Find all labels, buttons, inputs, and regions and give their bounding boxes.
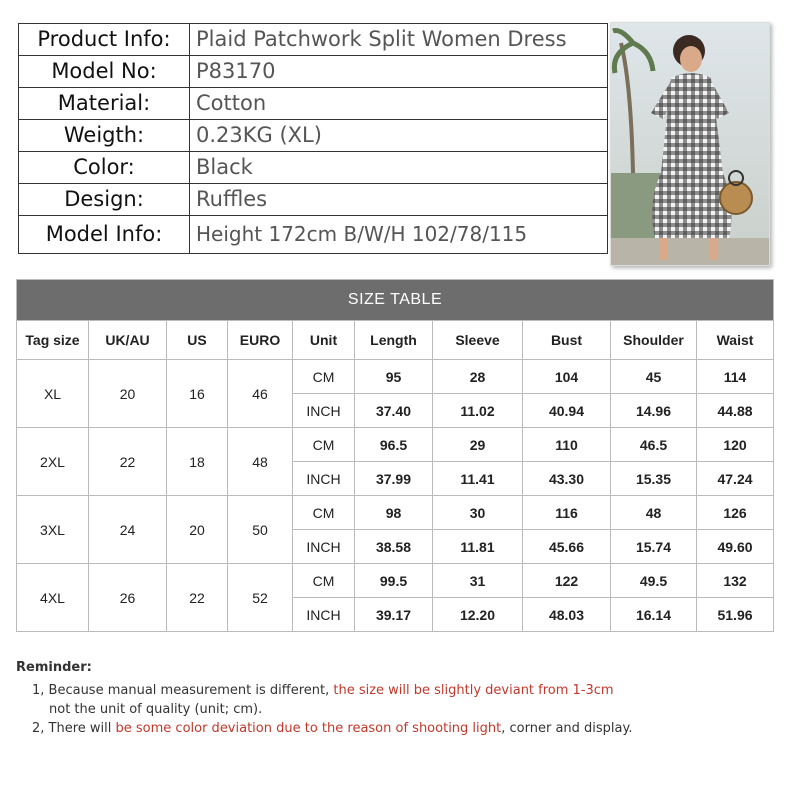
waist-cell: 51.96 <box>697 598 774 632</box>
reminder-text: , corner and display. <box>501 721 633 736</box>
info-value: Plaid Patchwork Split Women Dress <box>190 24 608 56</box>
info-value: P83170 <box>190 56 608 88</box>
reminder-line-2 <box>16 719 632 738</box>
table-row <box>17 360 774 394</box>
info-key: Model Info: <box>19 216 190 254</box>
uk-cell: 24 <box>89 496 167 564</box>
bust-cell: 110 <box>523 428 611 462</box>
reminder <box>16 660 632 738</box>
tag-size-cell: XL <box>17 360 89 428</box>
euro-cell: 50 <box>228 496 293 564</box>
header-cell: US <box>167 321 228 360</box>
uk-cell: 20 <box>89 360 167 428</box>
table-row <box>17 564 774 598</box>
bust-cell: 45.66 <box>523 530 611 564</box>
info-value: Cotton <box>190 88 608 120</box>
unit-cell: CM <box>293 360 355 394</box>
length-cell: 99.5 <box>355 564 433 598</box>
sleeve-cell: 30 <box>433 496 523 530</box>
length-cell: 38.58 <box>355 530 433 564</box>
shoulder-cell: 15.74 <box>611 530 697 564</box>
header-cell: Unit <box>293 321 355 360</box>
model-photo-icon <box>611 23 769 265</box>
bust-cell: 40.94 <box>523 394 611 428</box>
shoulder-cell: 49.5 <box>611 564 697 598</box>
table-row <box>17 428 774 462</box>
info-key: Model No: <box>19 56 190 88</box>
sleeve-cell: 31 <box>433 564 523 598</box>
uk-cell: 22 <box>89 428 167 496</box>
length-cell: 96.5 <box>355 428 433 462</box>
waist-cell: 132 <box>697 564 774 598</box>
size-table <box>16 279 774 632</box>
size-table-title: SIZE TABLE <box>17 280 774 321</box>
tag-size-cell: 2XL <box>17 428 89 496</box>
us-cell: 20 <box>167 496 228 564</box>
size-table-header <box>17 321 774 360</box>
info-row <box>19 56 608 88</box>
waist-cell: 120 <box>697 428 774 462</box>
waist-cell: 49.60 <box>697 530 774 564</box>
sleeve-cell: 11.81 <box>433 530 523 564</box>
unit-cell: INCH <box>293 462 355 496</box>
info-key: Design: <box>19 184 190 216</box>
waist-cell: 44.88 <box>697 394 774 428</box>
info-value: Ruffles <box>190 184 608 216</box>
unit-cell: CM <box>293 564 355 598</box>
length-cell: 98 <box>355 496 433 530</box>
header-cell: Shoulder <box>611 321 697 360</box>
length-cell: 37.40 <box>355 394 433 428</box>
waist-cell: 114 <box>697 360 774 394</box>
us-cell: 22 <box>167 564 228 632</box>
info-value: Height 172cm B/W/H 102/78/115 <box>190 216 608 254</box>
product-info-table <box>18 23 608 254</box>
bust-cell: 104 <box>523 360 611 394</box>
us-cell: 16 <box>167 360 228 428</box>
model-photo <box>610 22 770 266</box>
sleeve-cell: 11.02 <box>433 394 523 428</box>
sleeve-cell: 11.41 <box>433 462 523 496</box>
sleeve-cell: 28 <box>433 360 523 394</box>
shoulder-cell: 45 <box>611 360 697 394</box>
header-cell: Sleeve <box>433 321 523 360</box>
header-cell: Waist <box>697 321 774 360</box>
info-key: Color: <box>19 152 190 184</box>
unit-cell: INCH <box>293 598 355 632</box>
shoulder-cell: 15.35 <box>611 462 697 496</box>
reminder-text: 1, Because manual measurement is different, <box>32 683 334 698</box>
info-value: 0.23KG (XL) <box>190 120 608 152</box>
euro-cell: 48 <box>228 428 293 496</box>
shoulder-cell: 14.96 <box>611 394 697 428</box>
info-value: Black <box>190 152 608 184</box>
bust-cell: 48.03 <box>523 598 611 632</box>
info-row <box>19 184 608 216</box>
unit-cell: CM <box>293 428 355 462</box>
info-row <box>19 24 608 56</box>
reminder-highlight: the size will be slightly deviant from 1-3cm <box>333 683 614 698</box>
reminder-highlight: be some color deviation due to the reason of shooting light <box>115 721 502 736</box>
waist-cell: 47.24 <box>697 462 774 496</box>
info-row <box>19 88 608 120</box>
header-cell: Bust <box>523 321 611 360</box>
sleeve-cell: 12.20 <box>433 598 523 632</box>
unit-cell: INCH <box>293 530 355 564</box>
unit-cell: CM <box>293 496 355 530</box>
reminder-line-1 <box>16 681 632 700</box>
reminder-heading: Reminder: <box>16 660 92 675</box>
us-cell: 18 <box>167 428 228 496</box>
bust-cell: 116 <box>523 496 611 530</box>
info-row <box>19 152 608 184</box>
tag-size-cell: 4XL <box>17 564 89 632</box>
waist-cell: 126 <box>697 496 774 530</box>
shoulder-cell: 48 <box>611 496 697 530</box>
info-key: Weigth: <box>19 120 190 152</box>
table-row <box>17 496 774 530</box>
bust-cell: 43.30 <box>523 462 611 496</box>
shoulder-cell: 16.14 <box>611 598 697 632</box>
info-key: Product Info: <box>19 24 190 56</box>
euro-cell: 46 <box>228 360 293 428</box>
length-cell: 95 <box>355 360 433 394</box>
euro-cell: 52 <box>228 564 293 632</box>
header-cell: EURO <box>228 321 293 360</box>
length-cell: 37.99 <box>355 462 433 496</box>
info-row <box>19 216 608 254</box>
info-key: Material: <box>19 88 190 120</box>
uk-cell: 26 <box>89 564 167 632</box>
header-cell: Length <box>355 321 433 360</box>
reminder-line-1-cont: not the unit of quality (unit; cm). <box>49 702 263 717</box>
header-cell: UK/AU <box>89 321 167 360</box>
info-row <box>19 120 608 152</box>
unit-cell: INCH <box>293 394 355 428</box>
shoulder-cell: 46.5 <box>611 428 697 462</box>
tag-size-cell: 3XL <box>17 496 89 564</box>
sleeve-cell: 29 <box>433 428 523 462</box>
reminder-text: 2, There will <box>32 721 116 736</box>
length-cell: 39.17 <box>355 598 433 632</box>
header-cell: Tag size <box>17 321 89 360</box>
bust-cell: 122 <box>523 564 611 598</box>
